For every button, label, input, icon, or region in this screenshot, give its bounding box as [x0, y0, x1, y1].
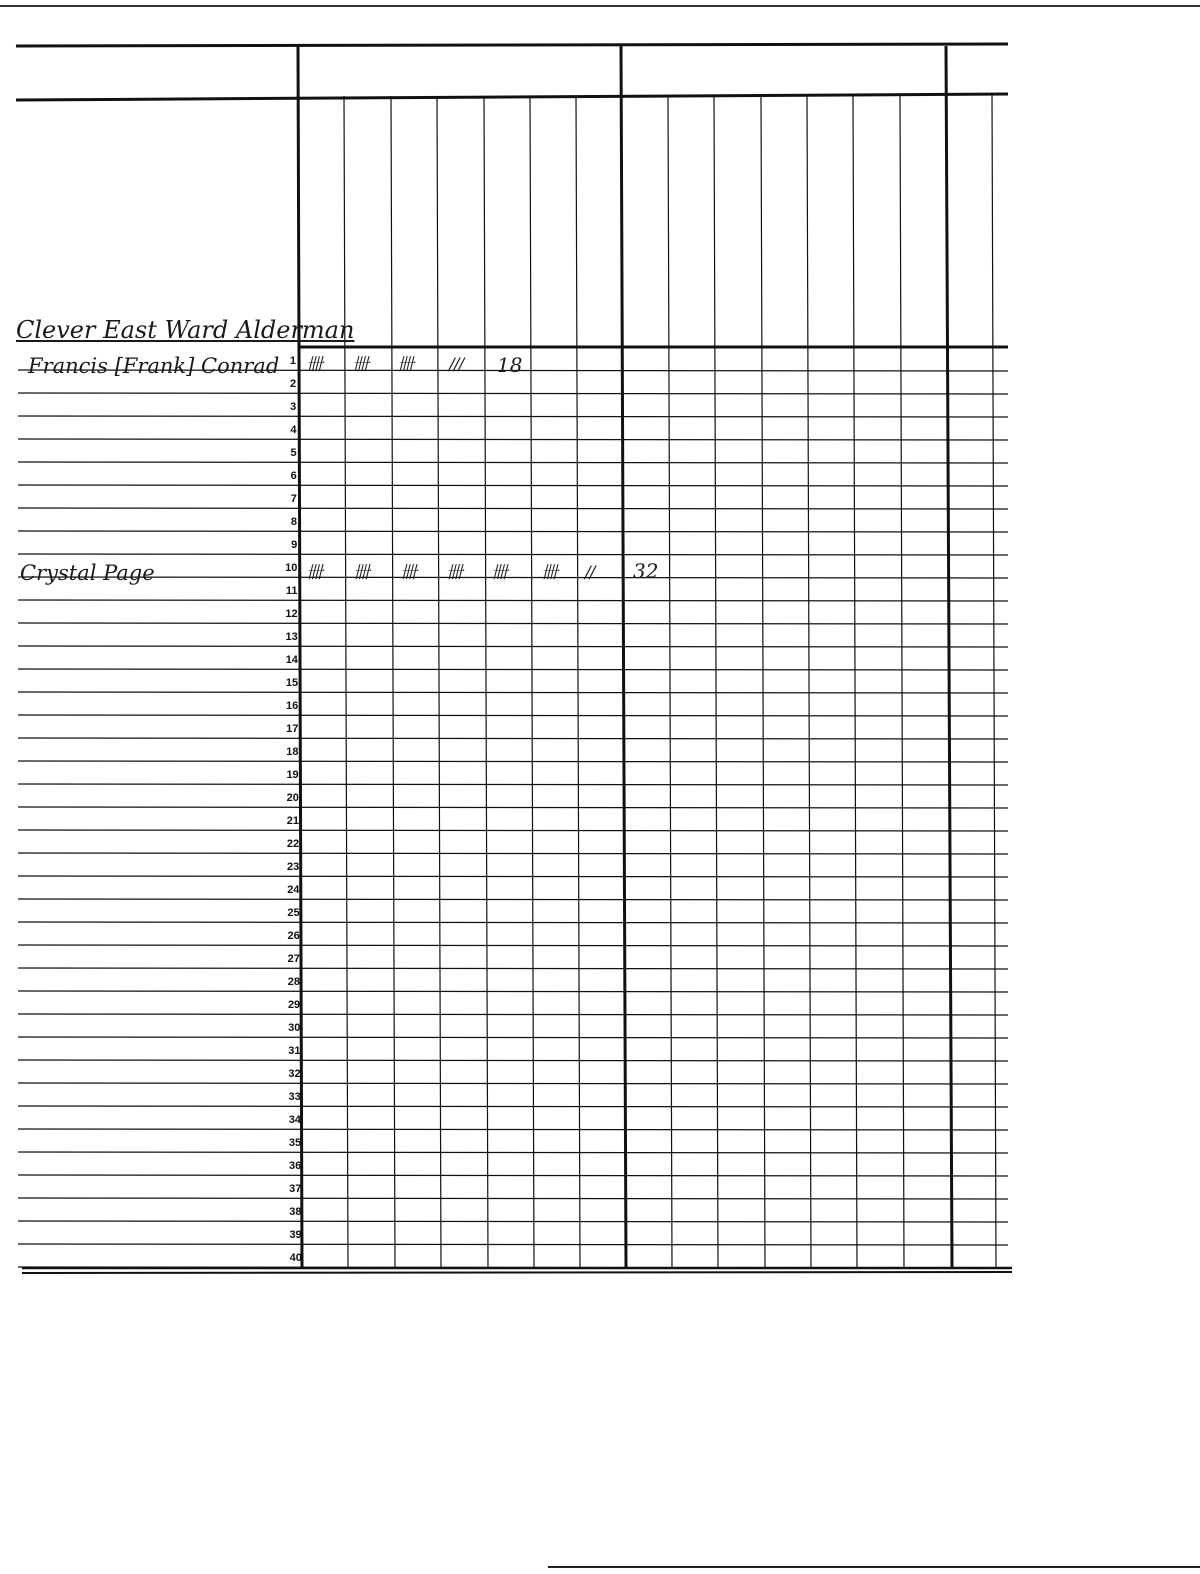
row-number: 23 — [287, 861, 300, 873]
row-line — [18, 830, 1008, 831]
row-line — [18, 715, 1008, 716]
candidate-name-2: Crystal Page — [20, 561, 155, 585]
candidate-name-1: Francis [Frank] Conrad — [28, 354, 280, 378]
row-line — [18, 876, 1008, 877]
column-line — [484, 96, 488, 1267]
row-line — [18, 692, 1008, 693]
row-line — [18, 784, 1008, 785]
row-line — [18, 600, 1008, 601]
row-number: 28 — [287, 976, 301, 988]
row-number: 11 — [285, 585, 298, 597]
row-number: 4 — [290, 424, 297, 436]
column-line — [391, 96, 395, 1267]
row-line — [18, 1037, 1008, 1038]
row-line — [18, 462, 1008, 463]
tally-mark: 卌 — [306, 563, 322, 583]
tally-mark: 卌 — [353, 563, 369, 583]
header-mid-rule — [16, 94, 1008, 100]
row-line — [18, 554, 1008, 555]
tally-mark: // — [585, 563, 595, 583]
row-number: 13 — [285, 631, 298, 643]
row-number: 14 — [285, 654, 298, 666]
row-line — [18, 577, 1008, 578]
row-number: 2 — [290, 378, 297, 390]
row-number: 7 — [290, 493, 297, 505]
row-number: 3 — [290, 401, 297, 413]
row-number: 38 — [289, 1206, 302, 1218]
row-number: 20 — [286, 792, 299, 804]
row-line — [18, 761, 1008, 762]
row-number: 31 — [288, 1045, 301, 1057]
row-number: 6 — [290, 470, 297, 482]
office-title: Clever East Ward Alderman — [16, 316, 355, 344]
row-line — [18, 646, 1008, 647]
column-line — [714, 95, 718, 1267]
row-number: 12 — [285, 608, 298, 620]
row-line — [18, 1152, 1008, 1153]
row-line — [18, 968, 1008, 969]
row-number: 22 — [286, 838, 300, 850]
row-number: 30 — [288, 1022, 301, 1034]
row-line — [18, 945, 1008, 946]
row-number: 5 — [290, 447, 297, 459]
row-number: 21 — [286, 815, 299, 827]
footer-rule — [548, 1566, 1200, 1568]
column-line — [437, 96, 441, 1267]
column-line — [992, 94, 996, 1267]
row-number: 10 — [285, 562, 298, 574]
row-line — [18, 393, 1008, 394]
row-number: 40 — [289, 1252, 302, 1264]
row-line — [18, 416, 1008, 417]
row-number: 32 — [288, 1068, 301, 1080]
row-line — [18, 669, 1008, 670]
row-number: 39 — [289, 1229, 302, 1241]
row-line — [18, 853, 1008, 854]
tally-mark: 卌 — [397, 355, 413, 375]
row-number: 8 — [290, 516, 298, 528]
row-line — [18, 531, 1008, 532]
row-number: 33 — [288, 1091, 301, 1103]
row-number: 15 — [285, 677, 299, 689]
row-line — [18, 1129, 1008, 1130]
row-number: 35 — [288, 1137, 302, 1149]
tally-mark: /// — [449, 355, 464, 375]
row-line — [18, 1083, 1008, 1084]
tally-mark: 卌 — [352, 355, 368, 375]
row-number: 17 — [286, 723, 299, 735]
column-line — [900, 95, 904, 1267]
row-number: 18 — [286, 746, 299, 758]
tally-mark: 卌 — [446, 563, 462, 583]
tally-mark: 卌 — [491, 563, 507, 583]
column-line — [853, 95, 857, 1267]
row-number: 24 — [287, 884, 300, 896]
header-top-rule — [16, 44, 1008, 46]
vote-total: 18 — [497, 353, 523, 377]
row-line — [18, 1221, 1008, 1222]
row-line — [18, 485, 1008, 486]
row-number: 29 — [287, 999, 301, 1011]
row-number: 1 — [289, 355, 296, 367]
tally-mark: 卌 — [306, 355, 322, 375]
bottom-rule — [22, 1272, 1012, 1273]
row-line — [18, 899, 1008, 900]
row-number: 36 — [289, 1160, 302, 1172]
row-line — [18, 439, 1008, 440]
row-number: 19 — [286, 769, 299, 781]
column-line — [761, 95, 765, 1267]
row-number: 34 — [288, 1114, 301, 1126]
row-line — [18, 623, 1008, 624]
column-line — [344, 96, 348, 1267]
row-line — [18, 508, 1008, 509]
column-line — [668, 95, 672, 1267]
row-line — [18, 991, 1008, 992]
row-line — [18, 738, 1008, 739]
row-number: 9 — [291, 539, 298, 551]
column-line — [576, 96, 580, 1267]
column-line — [530, 96, 534, 1267]
row-line — [18, 1106, 1008, 1107]
row-line — [18, 1244, 1008, 1245]
row-number: 26 — [287, 930, 300, 942]
row-line — [18, 807, 1008, 808]
tally-mark: 卌 — [400, 563, 416, 583]
row-line — [18, 922, 1008, 923]
vote-total: 32 — [633, 559, 659, 583]
row-line — [18, 1198, 1008, 1199]
row-line — [18, 1175, 1008, 1176]
row-number: 37 — [289, 1183, 302, 1195]
tally-mark: 卌 — [541, 563, 557, 583]
row-number: 27 — [287, 953, 300, 965]
row-number: 25 — [287, 907, 300, 919]
row-line — [18, 1060, 1008, 1061]
row-number: 16 — [286, 700, 299, 712]
column-line — [807, 95, 811, 1267]
row-line — [18, 1014, 1008, 1015]
